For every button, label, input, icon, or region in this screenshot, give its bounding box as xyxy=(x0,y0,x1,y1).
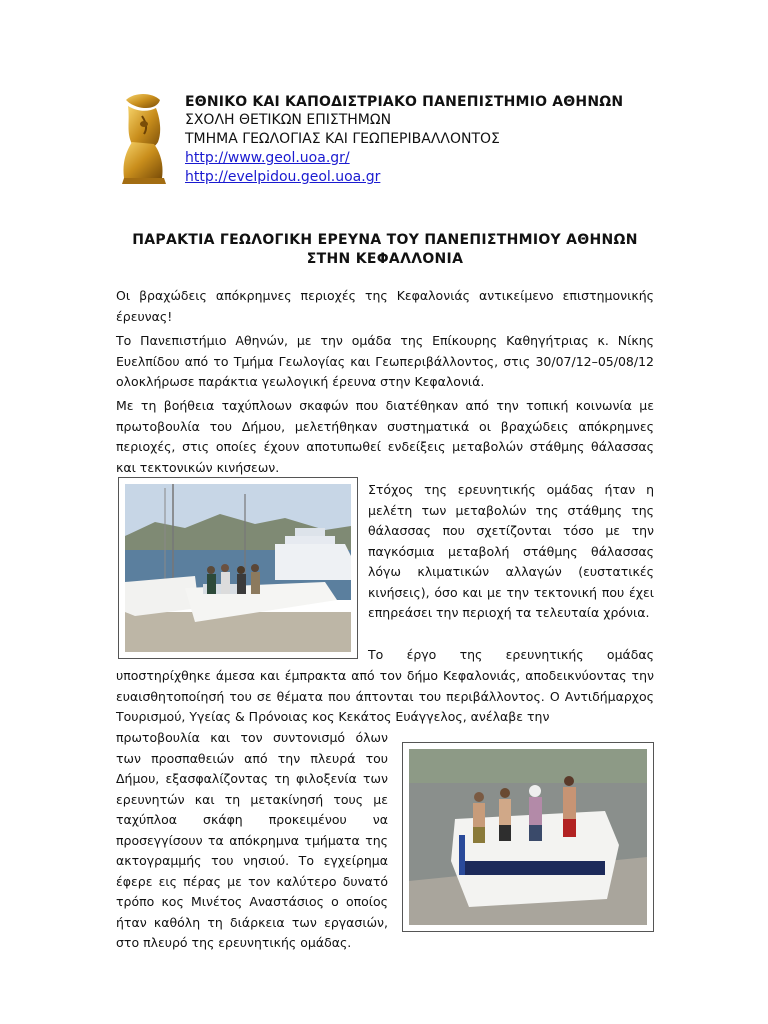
paragraph-university-team: Το Πανεπιστήμιο Αθηνών, με την ομάδα της Επίκουρης Καθηγήτριας κ. Νίκης Ευελπίδου από το Τμήμα Γεωλογίας και Γεωπεριβάλλοντος, στις 30/07/12–05/08/12 ολοκλήρωσε παράκτια γεωλογική έρευνα στην Κεφαλονιά. xyxy=(116,333,654,389)
evelpidou-website-link[interactable]: http://evelpidou.geol.uoa.gr xyxy=(185,169,381,185)
paragraph-coordination: πρωτοβουλία και τον συντονισμό όλων των προσπαθειών από την πλευρά του Δήμου, εξασφαλίζοντας τη φιλοξενία των ερευνητών και τη μετακίνησή τους με ταχύπλοα σκάφη προκειμένου να προσεγγίσουν τα απόκρημνα τμήματα της ακτογραμμής του νησιού. Το εγχείρημα έφερε εις πέρας με τον καλύτερο δυνατό τρόπο κος Μινέτος Αναστάσιος ο οποίος ήταν καθόλη τη διάρκεια των εργασιών, στο πλευρό της ερευνητικής ομάδας. xyxy=(116,730,388,950)
school-name: ΣΧΟΛΗ ΘΕΤΙΚΩΝ ΕΠΙΣΤΗΜΩΝ xyxy=(185,112,392,128)
department-name: ΤΜΗΜΑ ΓΕΩΛΟΓΙΑΣ ΚΑΙ ΓΕΩΠΕΡΙΒΑΛΛΟΝΤΟΣ xyxy=(185,131,500,147)
athena-helmet-logo xyxy=(112,92,174,186)
photo-researchers-on-boat xyxy=(402,742,654,932)
paragraph-boats: Με τη βοήθεια ταχύπλοων σκαφών που διατέθηκαν από την τοπική κοινωνία με πρωτοβουλία του Δήμου, μελετήθηκαν συστηματικά οι βραχώδεις απόκρημνες περιοχές, στις οποίες έχουν αποτυπωθεί ενδείξεις μεταβολών στάθμης θάλασσας και τεκτονικών κινήσεων. xyxy=(116,398,654,475)
geol-website-link[interactable]: http://www.geol.uoa.gr/ xyxy=(185,150,350,166)
paragraph-support-continued: υποστηρίχθηκε άμεσα και έμπρακτα από τον δήμο Κεφαλονιάς, αποδεικνύοντας την ευαισθητοποίησή του σε θέματα που άπτονται του περιβάλλοντος. Ο Αντιδήμαρχος Τουρισμού, Υγείας & Πρόνοιας κος Κεκάτος Ευάγγελος, ανέλαβε την xyxy=(116,668,654,724)
paragraph-support-start: Το έργο της ερευνητικής ομάδας xyxy=(368,647,654,662)
document-title-line1: ΠΑΡΑΚΤΙΑ ΓΕΩΛΟΓΙΚΗ ΕΡΕΥΝΑ ΤΟΥ ΠΑΝΕΠΙΣΤΗΜΙΟΥ ΑΘΗΝΩΝ xyxy=(132,232,638,248)
document-title-line2: ΣΤΗΝ ΚΕΦΑΛΛΟΝΙΑ xyxy=(306,251,464,267)
photo-harbor-team xyxy=(118,477,358,659)
paragraph-intro: Οι βραχώδεις απόκρημνες περιοχές της Κεφαλονιάς αντικείμενο επιστημονικής έρευνας! xyxy=(116,288,654,324)
university-name: ΕΘΝΙΚΟ ΚΑΙ ΚΑΠΟΔΙΣΤΡΙΑΚΟ ΠΑΝΕΠΙΣΤΗΜΙΟ ΑΘΗΝΩΝ xyxy=(185,94,624,110)
paragraph-research-goal: Στόχος της ερευνητικής ομάδας ήταν η μελέτη των μεταβολών της στάθμης της θάλασσας που σχετίζονται τόσο με την παγκόσμια μεταβολή στάθμης θάλασσας λόγω κλιματικών αλλαγών (ευστατικές κινήσεις), όσο και με την τεκτονική που έχει επηρεάσει την περιοχή τα τελευταία χρόνια. xyxy=(368,482,654,620)
